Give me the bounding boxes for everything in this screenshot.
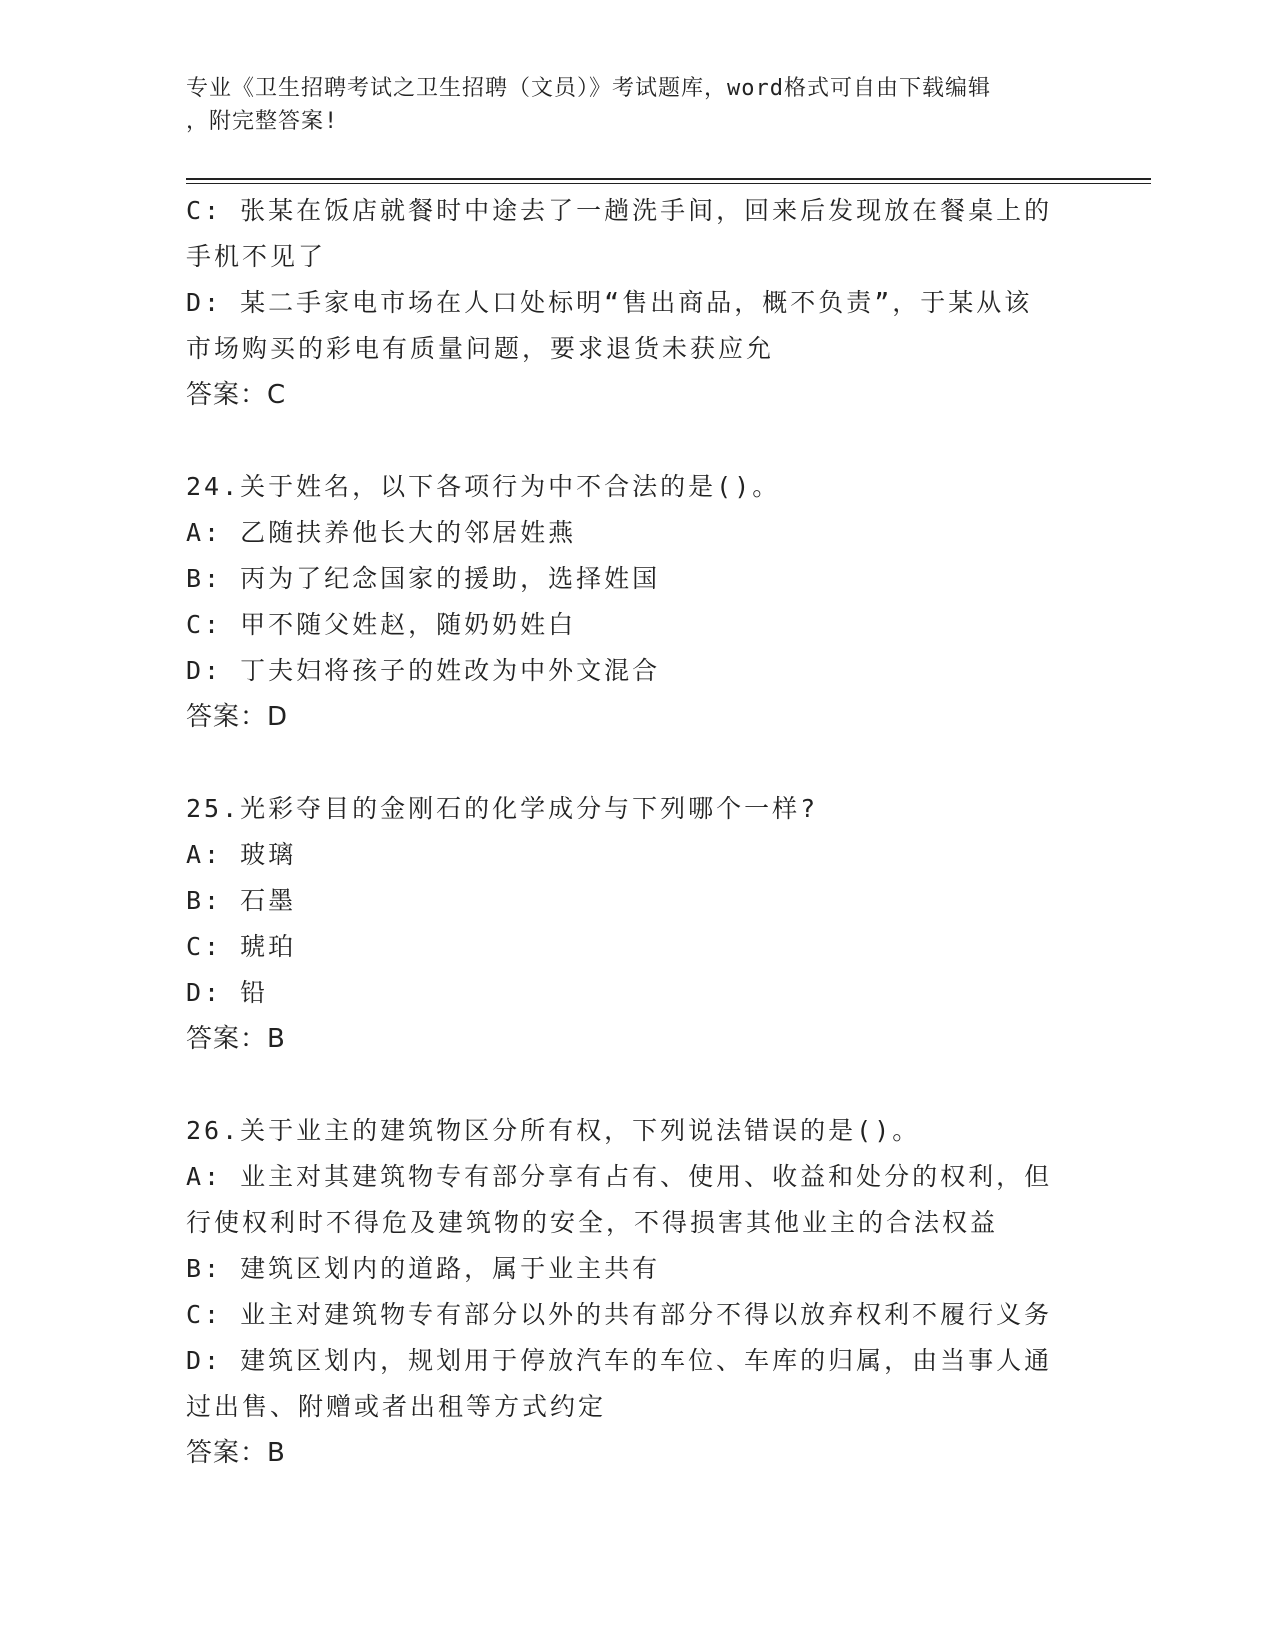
q24-option-b: B: 丙为了纪念国家的援助，选择姓国 [186, 564, 661, 593]
q26-option-a-line2: 行使权利时不得危及建筑物的安全，不得损害其他业主的合法权益 [186, 1208, 999, 1237]
q26-question: 26.关于业主的建筑物区分所有权，下列说法错误的是()。 [186, 1116, 921, 1145]
spacer [186, 740, 1066, 786]
q26-option-a-line1: A: 业主对其建筑物专有部分享有占有、使用、收益和处分的权利，但 [186, 1162, 1053, 1191]
question-list [186, 188, 1066, 1476]
q25-question: 25.光彩夺目的金刚石的化学成分与下列哪个一样? [186, 794, 819, 823]
q26-option-d-line2: 过出售、附赠或者出租等方式约定 [186, 1392, 607, 1421]
q26-option-d-line1: D: 建筑区划内，规划用于停放汽车的车位、车库的归属，由当事人通 [186, 1346, 1053, 1375]
q24-question: 24.关于姓名，以下各项行为中不合法的是()。 [186, 472, 781, 501]
spacer [186, 1062, 1066, 1108]
q26-option-b: B: 建筑区划内的道路，属于业主共有 [186, 1254, 661, 1283]
header-line-1: 专业《卫生招聘考试之卫生招聘（文员）》考试题库，word格式可自由下载编辑 [186, 76, 991, 101]
q25-option-a: A: 玻璃 [186, 840, 297, 869]
q23-answer: 答案：C [186, 380, 287, 410]
q24-answer: 答案：D [186, 702, 289, 732]
q25-answer: 答案：B [186, 1024, 286, 1054]
q26-answer: 答案：B [186, 1438, 286, 1468]
header-divider-thin [186, 183, 1151, 184]
question-25-block [186, 786, 1066, 1062]
q23-option-d-line1: D: 某二手家电市场在人口处标明“售出商品，概不负责”，于某从该 [186, 288, 1033, 317]
q24-option-c: C: 甲不随父姓赵，随奶奶姓白 [186, 610, 577, 639]
q25-option-c: C: 琥珀 [186, 932, 297, 961]
header-line-2: ，附完整答案! [186, 109, 339, 134]
question-26-block [186, 1108, 1066, 1476]
question-23-block [186, 188, 1066, 418]
q24-option-d: D: 丁夫妇将孩子的姓改为中外文混合 [186, 656, 661, 685]
document-header [186, 72, 1066, 138]
q23-option-d-line2: 市场购买的彩电有质量问题，要求退货未获应允 [186, 334, 775, 363]
header-divider-thick [186, 178, 1151, 180]
spacer [186, 418, 1066, 464]
question-24-block [186, 464, 1066, 740]
q25-option-d: D: 铅 [186, 978, 269, 1007]
q23-option-c-line2: 手机不见了 [186, 242, 327, 271]
q26-option-c: C: 业主对建筑物专有部分以外的共有部分不得以放弃权利不履行义务 [186, 1300, 1053, 1329]
q23-option-c-line1: C: 张某在饭店就餐时中途去了一趟洗手间，回来后发现放在餐桌上的 [186, 196, 1053, 225]
q25-option-b: B: 石墨 [186, 886, 297, 915]
q24-option-a: A: 乙随扶养他长大的邻居姓燕 [186, 518, 577, 547]
